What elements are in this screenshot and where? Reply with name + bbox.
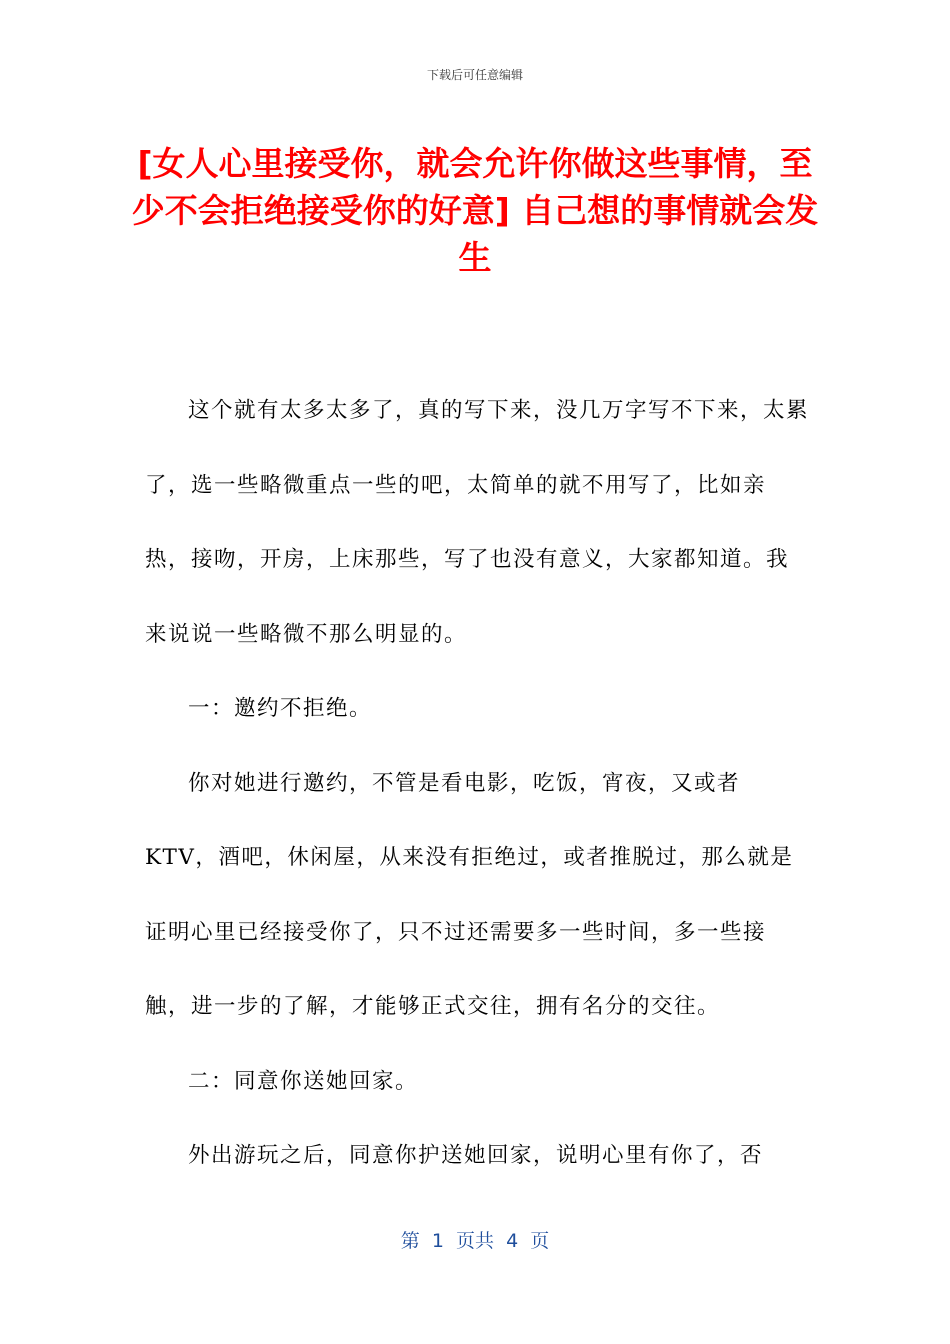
document-body — [145, 374, 810, 1194]
header-note: 下载后可任意编辑 — [426, 68, 523, 82]
paragraph-2: 一：邀约不拒绝。 — [188, 696, 373, 721]
paragraph-4: 二：同意你送她回家。 — [188, 1068, 419, 1094]
document-title: [女人心里接受你，就会允许你做这些事情，至少不会拒绝接受你的好意] 自己想的事情就会发生 — [131, 144, 819, 277]
paragraph-5: 外出游玩之后，同意你护送她回家，说明心里有你了，否 — [188, 1143, 764, 1168]
page-number: 第 1 页共 4 页 — [400, 1230, 550, 1252]
paragraph-3: 你对她进行邀约，不管是看电影，吃饭，宵夜，又或者KTV，酒吧，休闲屋，从来没有拒绝过，或者推脱过，那么就是证明心里已经接受你了，只不过还需要多一些时间，多一些接触，进一步的了解，才能够正式交往，拥有名分的交往。 — [145, 770, 794, 1019]
paragraph-1: 这个就有太多太多了，真的写下来，没几万字写不下来，太累了，选一些略微重点一些的吧，太简单的就不用写了，比如亲热，接吻，开房，上床那些，写了也没有意义，大家都知道。我来说说一些略微不那么明显的。 — [145, 398, 810, 647]
